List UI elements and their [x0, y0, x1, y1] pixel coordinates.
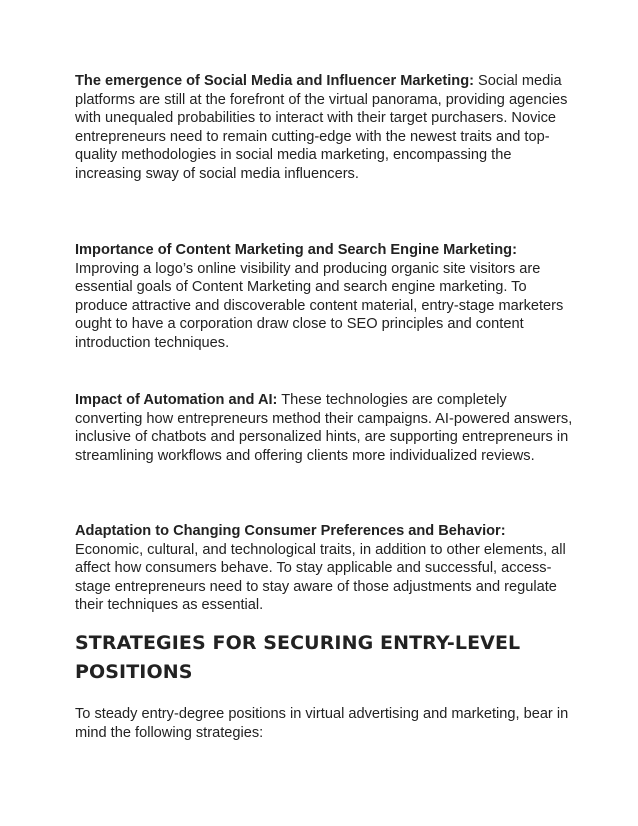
paragraph-lead: Adaptation to Changing Consumer Preferences and Behavior: [75, 523, 506, 539]
paragraph-lead: The emergence of Social Media and Influencer Marketing: [75, 73, 474, 89]
paragraph-lead: Impact of Automation and AI: [75, 392, 278, 408]
paragraph-body: These technologies are completely converting how entrepreneurs method their campaigns. AI-powered answers, inclusive of chatbots and personalized hints, are supporting entrepreneurs in streamlining workflows and offering clients more individualized reviews. [75, 392, 573, 464]
section-heading: STRATEGIES FOR SECURING ENTRY-LEVEL POSITIONS [75, 632, 521, 683]
paragraph-automation-ai [75, 391, 575, 465]
paragraph-social-media [75, 72, 575, 184]
paragraph-body: Social media platforms are still at the forefront of the virtual panorama, providing agencies with unequaled probabilities to interact with their target purchasers. Novice entrepreneurs need to remain cutting-edge with the newest traits and top-quality methodologies in social media marketing, encompassing the increasing sway of social media influencers. [75, 73, 568, 182]
paragraph-content-marketing [75, 241, 575, 353]
paragraph-body: Improving a logo’s online visibility and producing organic site visitors are essential goals of Content Marketing and search engine marketing. To produce attractive and discoverable content material, entry-stage marketers ought to have a corporation draw close to SEO principles and content introduction techniques. [75, 260, 564, 351]
paragraph-consumer-preferences [75, 522, 575, 615]
paragraph-body: Economic, cultural, and technological traits, in addition to other elements, all affect how consumers behave. To stay applicable and successful, access-stage entrepreneurs need to stay aware of those adjustments and regulate their techniques as essential. [75, 541, 566, 614]
intro-paragraph: To steady entry-degree positions in virtual advertising and marketing, bear in mind the following strategies: [75, 706, 569, 741]
paragraph-lead: Importance of Content Marketing and Search Engine Marketing: [75, 242, 517, 258]
